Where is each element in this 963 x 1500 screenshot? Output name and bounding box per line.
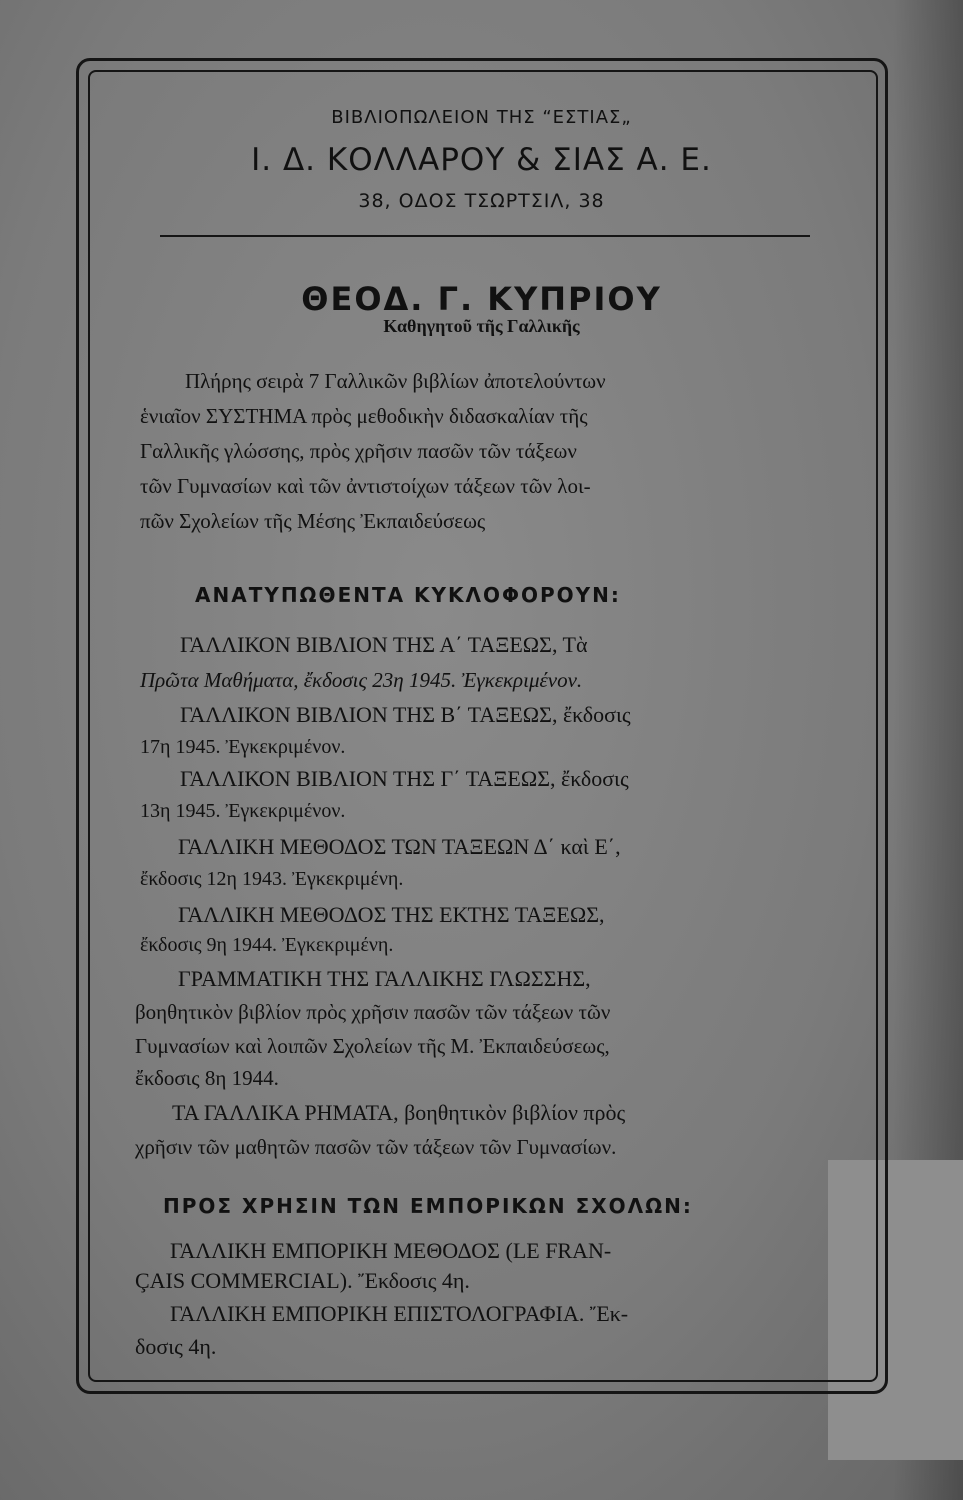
- section-heading-reprinted: ΑΝΑΤΥΠΩΘΕΝΤΑ ΚΥΚΛΟΦΟΡΟΥΝ:: [195, 583, 621, 607]
- author-title: Καθηγητοῦ τῆς Γαλλικῆς: [383, 316, 580, 336]
- commercial-entry-line: ΓΑΛΛΙΚΗ ΕΜΠΟΡΙΚΗ ΜΕΘΟΔΟΣ (LE FRAN-: [170, 1238, 612, 1263]
- book-entry-line: ΓΑΛΛΙΚΟΝ ΒΙΒΛΙΟΝ ΤΗΣ Γ΄ ΤΑΞΕΩΣ, ἔκδοσις: [180, 766, 629, 791]
- intro-line: τῶν Γυμνασίων καὶ τῶν ἀντιστοίχων τάξεων τῶν λοι-: [140, 474, 591, 498]
- book-entry-line: ΓΑΛΛΙΚΟΝ ΒΙΒΛΙΟΝ ΤΗΣ Α΄ ΤΑΞΕΩΣ, Τὰ: [180, 632, 588, 657]
- book-entry-line: ΓΡΑΜΜΑΤΙΚΗ ΤΗΣ ΓΑΛΛΙΚΗΣ ΓΛΩΣΣΗΣ,: [178, 966, 591, 991]
- intro-line: πῶν Σχολείων τῆς Μέσης Ἐκπαιδεύσεως: [140, 509, 486, 533]
- publisher-line-1: ΒΙΒΛΙΟΠΩΛΕΙΟΝ ΤΗΣ “ΕΣΤΙΑΣ„: [331, 107, 632, 128]
- commercial-entry-line: ΓΑΛΛΙΚΗ ΕΜΠΟΡΙΚΗ ΕΠΙΣΤΟΛΟΓΡΑΦΙΑ. Ἔκ-: [170, 1301, 629, 1326]
- publisher-line-2: Ι. Δ. ΚΟΛΛΑΡΟΥ & ΣΙΑΣ Α. Ε.: [251, 142, 712, 178]
- commercial-entry-line: δοσις 4η.: [135, 1334, 217, 1359]
- intro-line: Γαλλικῆς γλώσσης, πρὸς χρῆσιν πασῶν τῶν τάξεων: [140, 439, 577, 463]
- intro-line: Πλήρης σειρὰ 7 Γαλλικῶν βιβλίων ἀποτελούντων: [185, 369, 606, 393]
- book-entry-line: βοηθητικὸν βιβλίον πρὸς χρῆσιν πασῶν τῶν τάξεων τῶν: [135, 1000, 611, 1024]
- book-entry-line: 17η 1945. Ἐγκεκριμένον.: [140, 736, 346, 758]
- book-entry-line: ἔκδοσις 9η 1944. Ἐγκεκριμένη.: [140, 934, 394, 956]
- book-entry-line: ἔκδοσις 12η 1943. Ἐγκεκριμένη.: [140, 868, 404, 890]
- book-entry-line: ΓΑΛΛΙΚΟΝ ΒΙΒΛΙΟΝ ΤΗΣ Β΄ ΤΑΞΕΩΣ, ἔκδοσις: [180, 702, 631, 727]
- book-entry-line: Πρῶτα Μαθήματα, ἔκδοσις 23η 1945. Ἐγκεκριμένον.: [140, 668, 583, 692]
- commercial-entry-line: ÇAIS COMMERCIAL). Ἔκδοσις 4η.: [135, 1268, 470, 1293]
- book-entry-line: Γυμνασίων καὶ λοιπῶν Σχολείων τῆς Μ. Ἐκπαιδεύσεως,: [135, 1034, 610, 1058]
- book-entry-line: ΤΑ ΓΑΛΛΙΚΑ ΡΗΜΑΤΑ, βοηθητικὸν βιβλίον πρὸς: [172, 1100, 626, 1125]
- publisher-address: 38, ΟΔΟΣ ΤΣΩΡΤΣΙΛ, 38: [358, 190, 605, 212]
- book-entry-line: ΓΑΛΛΙΚΗ ΜΕΘΟΔΟΣ ΤΗΣ ΕΚΤΗΣ ΤΑΞΕΩΣ,: [178, 902, 605, 927]
- book-entry-line: ΓΑΛΛΙΚΗ ΜΕΘΟΔΟΣ ΤΩΝ ΤΑΞΕΩΝ Δ΄ καὶ Ε΄,: [178, 834, 621, 859]
- author-name: ΘΕΟΔ. Γ. ΚΥΠΡΙΟΥ: [301, 280, 662, 318]
- intro-line: ἑνιαῖον ΣΥΣΤΗΜΑ πρὸς μεθοδικὴν διδασκαλίαν τῆς: [140, 404, 588, 428]
- book-entry-line: χρῆσιν τῶν μαθητῶν πασῶν τῶν τάξεων τῶν Γυμνασίων.: [135, 1135, 617, 1159]
- book-entry-line: 13η 1945. Ἐγκεκριμένον.: [140, 800, 346, 822]
- book-entry-line: ἔκδοσις 8η 1944.: [135, 1066, 279, 1090]
- section-heading-commercial: ΠΡΟΣ ΧΡΗΣΙΝ ΤΩΝ ΕΜΠΟΡΙΚΩΝ ΣΧΟΛΩΝ:: [163, 1194, 693, 1218]
- header-divider: [160, 235, 810, 237]
